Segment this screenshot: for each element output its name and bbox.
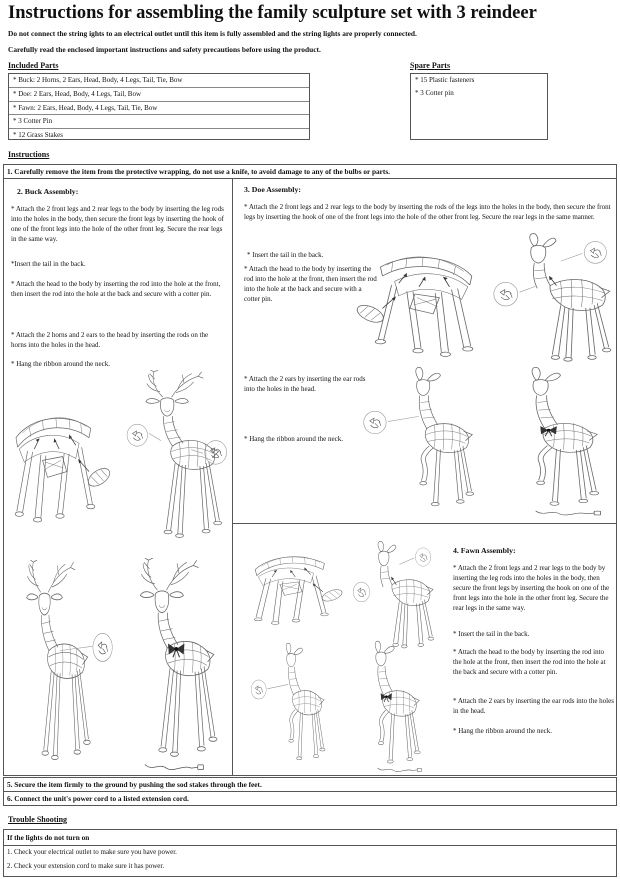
doe-exploded-diagram — [352, 240, 484, 366]
assembly-table-vertical-divider — [232, 178, 233, 776]
buck-head-attach-diagram — [112, 370, 230, 542]
doe-bullet: * Attach the 2 front legs and 2 rear legs to the body by inserting the rods of the legs into the holes in the body, then secure the front legs by inserting the hook of one of the front legs into the hole of the other front leg. Secure the rear legs in the same manner. — [244, 203, 611, 221]
doe-complete-diagram — [362, 366, 487, 518]
fawn-finished-diagram — [348, 640, 432, 776]
fawn-bullet: * Hang the ribbon around the neck. — [453, 727, 552, 735]
buck-complete-diagram — [8, 560, 116, 765]
included-part-item: * Doe: 2 Ears, Head, Body, 4 Legs, Tail, Bow — [9, 88, 309, 102]
buck-bullet: * Attach the head to the body by inserting the rod into the hole at the front, then insert the rod into the hole at the back and secure with a cotter pin. — [11, 280, 221, 298]
troubleshooting-box — [3, 829, 617, 877]
spare-part-item: * 3 Cotter pin — [415, 88, 454, 97]
troubleshooting-step: 2. Check your extension cord to make sure it has power. — [7, 861, 165, 870]
fawn-assembly-heading: 4. Fawn Assembly: — [453, 546, 516, 555]
doe-bullet: * Hang the ribbon around the neck. — [244, 435, 343, 443]
buck-exploded-diagram — [6, 400, 114, 532]
spare-parts-heading: Spare Parts — [410, 61, 451, 70]
fawn-bullet: * Attach the head to the body by inserting the rod into the hole at the front, then insert the rod into the hole at the back and secure with a cotter pin. — [453, 648, 606, 676]
warning-line-2: Carefully read the enclosed important instructions and safety precautions before using the product. — [8, 45, 321, 54]
fawn-head-attach-diagram — [352, 540, 438, 652]
doe-head-attach-diagram — [492, 232, 617, 366]
spare-part-item: * 15 Plastic fasteners — [415, 76, 475, 84]
doe-assembly-heading: 3. Doe Assembly: — [244, 185, 301, 194]
included-part-item: * 12 Grass Stakes — [13, 131, 63, 140]
doe-finished-diagram — [492, 366, 616, 520]
doe-bullet: * Insert the tail in the back. — [247, 251, 324, 259]
buck-bullet: * Attach the 2 front legs and 2 rear legs to the body by inserting the leg rods into the holes in the body, then secure the front legs by inserting the hook of one of the front legs into the hole of the other front leg. Secure the rear legs in the same way. — [11, 205, 225, 243]
fawn-complete-diagram — [250, 642, 334, 770]
warning-line-1: Do not connect the string ights to an electrical outlet until this item is fully assembled and the string lights are properly connected. — [8, 29, 417, 38]
fawn-bullet: * Insert the tail in the back. — [453, 630, 530, 638]
instruction-step-5: 5. Secure the item firmly to the ground by pushing the sod stakes through the feet. — [3, 777, 617, 792]
troubleshooting-heading: Trouble Shooting — [8, 815, 68, 824]
included-part-item: * Fawn: 2 Ears, Head, Body, 4 Legs, Tail, Tie, Bow — [9, 102, 309, 116]
buck-bullet: *Insert the tail in the back. — [11, 260, 86, 268]
doe-bullet: * Attach the 2 ears by inserting the ear rods into the holes in the head. — [244, 375, 366, 393]
buck-bullet: * Attach the 2 horns and 2 ears to the head by inserting the rods on the horns into the holes in the head. — [11, 331, 209, 349]
troubleshooting-step: 1. Check your electrical outlet to make sure you have power. — [7, 848, 177, 856]
buck-finished-diagram — [118, 558, 230, 776]
included-parts-heading: Included Parts — [8, 61, 59, 70]
buck-assembly-heading: 2. Buck Assembly: — [17, 187, 79, 196]
fawn-bullet: * Attach the 2 ears by inserting the ear rods into the holes in the head. — [453, 697, 614, 715]
buck-bullet: * Hang the ribbon around the neck. — [11, 360, 110, 368]
page-title: Instructions for assembling the family sculpture set with 3 reindeer — [8, 3, 537, 23]
doe-bullet: * Attach the head to the body by inserting the rod into the hole at the front, then insert the rod into the hole at the back and secure with a cotter pin. — [244, 265, 377, 303]
instruction-step-6: 6. Connect the unit's power cord to a listed extension cord. — [3, 791, 617, 806]
fawn-exploded-diagram — [246, 545, 346, 631]
included-parts-box — [8, 73, 310, 140]
included-part-item: * Buck: 2 Horns, 2 Ears, Head, Body, 4 Legs, Tail, Tie, Bow — [9, 74, 309, 88]
spare-parts-box — [410, 73, 548, 140]
instruction-step-1: 1. Carefully remove the item from the protective wrapping, do not use a knife, to avoid damage to any of the bulbs or parts. — [3, 164, 617, 179]
included-part-item: * 3 Cotter Pin — [9, 115, 309, 129]
assembly-table-horizontal-divider — [232, 523, 617, 524]
troubleshooting-condition: If the lights do not turn on — [4, 830, 616, 846]
fawn-bullet: * Attach the 2 front legs and 2 rear legs to the body by inserting the leg rods into the holes in the body, then secure the front legs by inserting the hook on one of the front legs into the hole in the other front leg. Secure the rear legs in the same way. — [453, 564, 610, 612]
instructions-heading: Instructions — [8, 150, 50, 159]
